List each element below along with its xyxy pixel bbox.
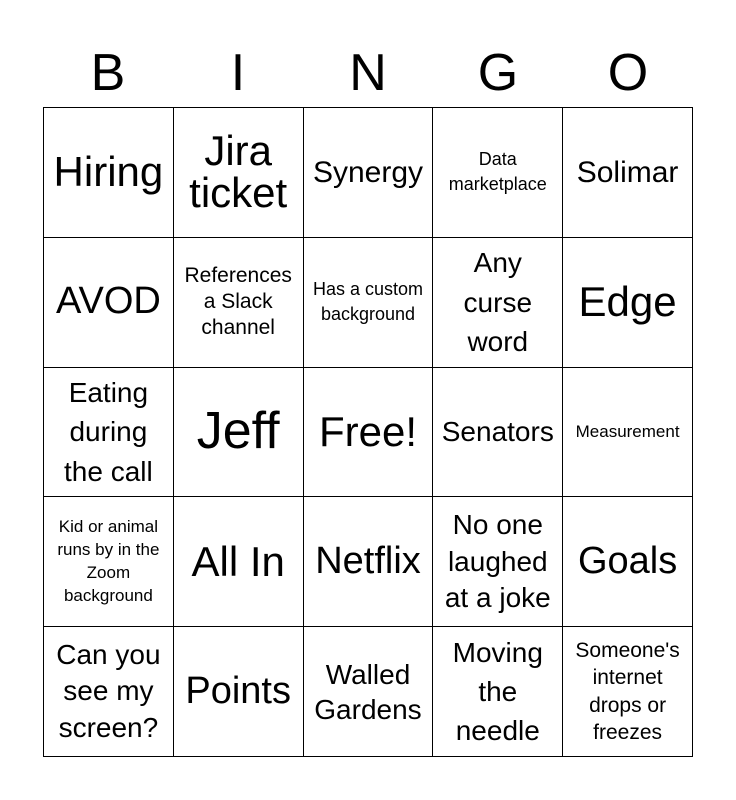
bingo-cell-r1c5[interactable] [563,108,693,238]
bingo-cell-r1c1[interactable] [44,108,174,238]
cell-label: Free! [318,407,417,455]
bingo-cell-r1c4[interactable] [433,108,563,238]
bingo-cell-r5c1[interactable] [44,627,174,757]
cell-label: No one laughed at a joke [444,509,551,613]
cell-label: Kid or animal runs by in the Zoom background [57,516,160,605]
bingo-cell-r4c5[interactable] [563,497,693,627]
cell-label: Data marketplace [448,149,547,195]
bingo-cell-r2c4[interactable] [433,238,563,368]
header-letter-g: G [477,44,519,102]
cell-label: Senators [441,415,554,447]
bingo-cell-r2c1[interactable] [44,238,174,368]
cell-label: Any curse word [463,247,533,357]
cell-label: Moving the needle [452,636,543,747]
bingo-cell-r4c3[interactable] [304,497,434,627]
bingo-cell-r3c2[interactable] [174,368,304,498]
header-letter-i: I [230,44,246,102]
cell-label: Eating during the call [64,377,153,487]
bingo-cell-r4c2[interactable] [174,497,304,627]
bingo-cell-r1c3[interactable] [304,108,434,238]
cell-label: AVOD [55,280,161,323]
bingo-cell-r1c2[interactable] [174,108,304,238]
bingo-cell-r5c5[interactable] [563,627,693,757]
cell-label: References a Slack channel [184,263,292,340]
cell-label: Goals [577,539,678,582]
bingo-cell-r3c1[interactable] [44,368,174,498]
header-letter-b: B [90,44,126,102]
bingo-cell-r2c2[interactable] [174,238,304,368]
header-letter-o: O [607,44,649,102]
bingo-cell-r3c4[interactable] [433,368,563,498]
bingo-cell-r2c5[interactable] [563,238,693,368]
cell-label: Jeff [196,402,280,461]
cell-label: Can you see my screen? [56,639,161,743]
bingo-cell-r5c2[interactable] [174,627,304,757]
cell-label: Someone's internet drops or freezes [575,639,680,744]
cell-label: Netflix [315,539,421,582]
cell-label: Hiring [53,148,164,196]
header-letter-n: N [349,44,387,102]
cell-label: Walled Gardens [314,658,422,725]
cell-label: Jira ticket [189,127,288,217]
bingo-cell-r3c3[interactable] [304,368,434,498]
cell-label: Points [185,669,291,712]
cell-label: Synergy [312,155,424,189]
bingo-cell-r5c4[interactable] [433,627,563,757]
bingo-cell-r3c5[interactable] [563,368,693,498]
bingo-header [43,40,693,106]
cell-label: Measurement [575,421,680,441]
bingo-cell-r2c3[interactable] [304,238,434,368]
cell-label: Solimar [576,155,679,189]
cell-label: Has a custom background [312,279,424,325]
bingo-cell-r4c1[interactable] [44,497,174,627]
cell-label: Edge [578,278,677,326]
bingo-board [43,107,693,757]
bingo-cell-r4c4[interactable] [433,497,563,627]
bingo-cell-r5c3[interactable] [304,627,434,757]
cell-label: All In [191,537,285,585]
